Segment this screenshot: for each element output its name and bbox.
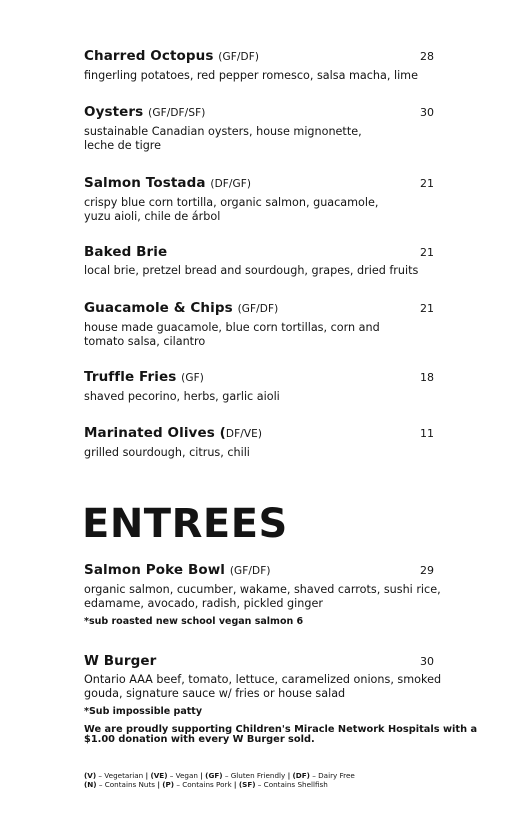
legend-line: (V) – Vegetarian | (VE) – Vegan | (GF) – Gluten Friendly | (DF) – Dairy Free — [84, 771, 355, 780]
item-tags: (GF/DF) — [237, 303, 279, 315]
item-tags: (GF) — [181, 372, 204, 384]
item-price: 18 — [420, 371, 434, 384]
menu-item-oysters — [84, 104, 444, 152]
menu-item-salmon-tostada — [84, 175, 444, 223]
dietary-legend — [84, 771, 355, 789]
item-tags: (GF/DF) — [218, 51, 260, 63]
item-tags: (DF/GF) — [210, 178, 252, 190]
menu-item-salmon-poke-bowl — [84, 562, 464, 628]
item-name: Truffle Fries (GF) — [84, 369, 204, 385]
item-description: sustainable Canadian oysters, house mignonette, leche de tigre — [84, 125, 362, 152]
section-title-entrees: ENTREES — [82, 501, 288, 547]
item-name: Salmon Poke Bowl (GF/DF) — [84, 562, 271, 578]
item-price: 30 — [420, 106, 434, 119]
menu-item-guacamole-chips — [84, 300, 444, 348]
item-description: crispy blue corn tortilla, organic salmon, guacamole, yuzu aioli, chile de árbol — [84, 196, 379, 223]
item-name: Baked Brie — [84, 244, 168, 260]
item-price: 21 — [420, 302, 434, 315]
menu-item-charred-octopus — [84, 48, 444, 83]
item-name: Oysters (GF/DF/SF) — [84, 104, 206, 120]
item-description: organic salmon, cucumber, wakame, shaved carrots, sushi rice, edamame, avocado, radish, pickled ginger — [84, 583, 441, 610]
item-description: local brie, pretzel bread and sourdough, grapes, dried fruits — [84, 264, 419, 277]
item-name: Guacamole & Chips (GF/DF) — [84, 300, 279, 316]
item-description: house made guacamole, blue corn tortillas, corn and tomato salsa, cilantro — [84, 321, 380, 348]
item-name: Salmon Tostada (DF/GF) — [84, 175, 252, 191]
item-price: 29 — [420, 564, 434, 577]
item-description: fingerling potatoes, red pepper romesco, salsa macha, lime — [84, 69, 418, 82]
item-description: shaved pecorino, herbs, garlic aioli — [84, 390, 280, 403]
item-name: Marinated Olives (DF/VE) — [84, 425, 263, 441]
charity-support-text: We are proudly supporting Children's Miracle Network Hospitals with a $1.00 donation with every W Burger sold. — [84, 724, 478, 745]
menu-item-w-burger — [84, 653, 478, 745]
menu-item-baked-brie — [84, 244, 444, 278]
item-description: grilled sourdough, citrus, chili — [84, 446, 250, 459]
item-description: Ontario AAA beef, tomato, lettuce, caramelized onions, smoked gouda, signature sauce w/ fries or house salad — [84, 673, 442, 700]
menu-item-marinated-olives — [84, 425, 444, 460]
item-name: W Burger — [84, 653, 157, 669]
legend-line: (N) – Contains Nuts | (P) – Contains Pork | (SF) – Contains Shellfish — [84, 780, 328, 789]
item-note: *sub roasted new school vegan salmon 6 — [84, 616, 304, 627]
item-price: 21 — [420, 246, 434, 259]
item-price: 30 — [420, 655, 434, 668]
item-tags: DF/VE) — [225, 428, 263, 440]
item-note: *Sub impossible patty — [84, 706, 203, 717]
item-price: 11 — [420, 427, 434, 440]
item-price: 21 — [420, 177, 434, 190]
item-tags: (GF/DF) — [229, 565, 271, 577]
menu-item-truffle-fries — [84, 369, 444, 404]
item-price: 28 — [420, 50, 434, 63]
item-name: Charred Octopus (GF/DF) — [84, 48, 260, 64]
item-tags: (GF/DF/SF) — [148, 107, 206, 119]
